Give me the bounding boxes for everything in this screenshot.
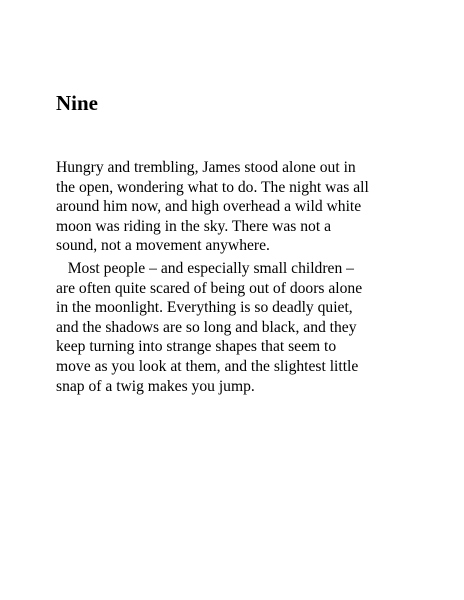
text-line: in the moonlight. Everything is so deadly quiet,: [56, 299, 353, 317]
text-line: sound, not a movement anywhere.: [56, 237, 270, 255]
text-line: snap of a twig makes you jump.: [56, 377, 255, 395]
text-line: Most people – and especially small children –: [56, 259, 354, 277]
paragraph-2: [56, 259, 412, 396]
text-line: move as you look at them, and the slightest little: [56, 357, 359, 375]
paragraph-1: [56, 158, 412, 256]
text-line: around him now, and high overhead a wild white: [56, 198, 362, 216]
text-line: keep turning into strange shapes that seem to: [56, 338, 337, 356]
text-line: Hungry and trembling, James stood alone out in: [56, 159, 356, 176]
chapter-body: [56, 158, 412, 396]
chapter-title: Nine: [56, 91, 98, 115]
text-line: and the shadows are so long and black, and they: [56, 318, 357, 336]
text-line: are often quite scared of being out of doors alone: [56, 279, 363, 297]
text-line: moon was riding in the sky. There was not a: [56, 217, 332, 235]
text-line: the open, wondering what to do. The night was all: [56, 178, 369, 196]
